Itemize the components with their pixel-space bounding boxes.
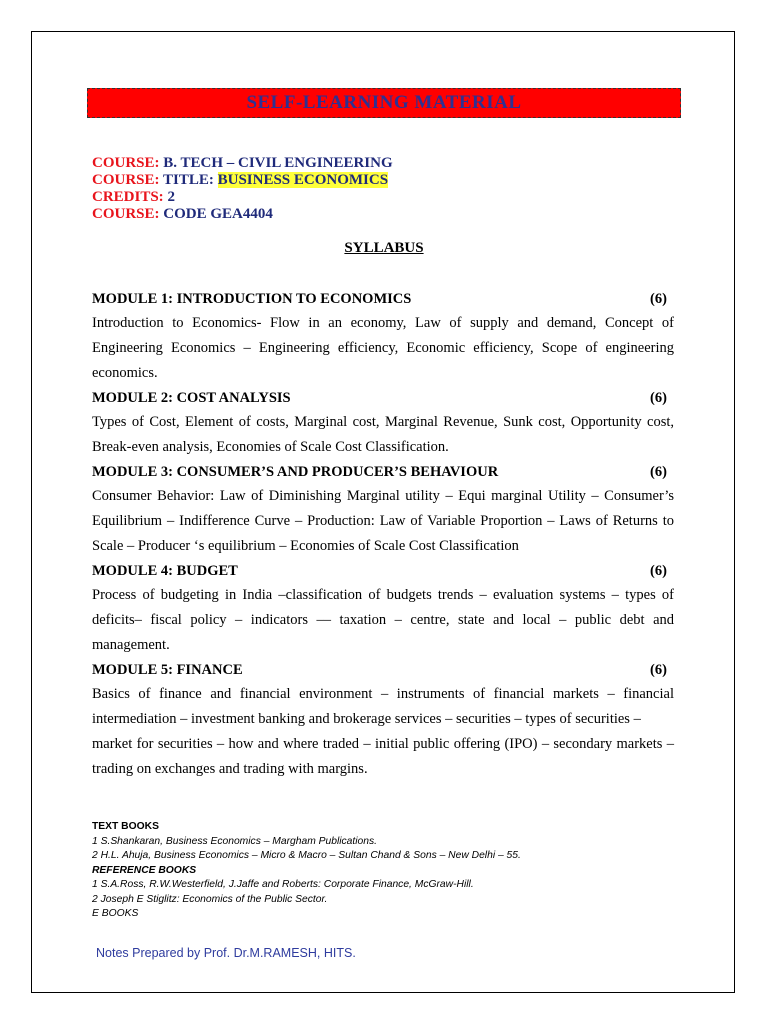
course-line-3 — [92, 189, 393, 206]
module-hours: (6) — [650, 464, 667, 480]
books-section — [92, 820, 521, 922]
footer-note: Notes Prepared by Prof. Dr.M.RAMESH, HITS. — [96, 946, 356, 960]
module-title: MODULE 3: CONSUMER’S AND PRODUCER’S BEHAVIOUR — [92, 464, 499, 480]
module-1-description: Introduction to Economics- Flow in an economy, Law of supply and demand, Concept of Engineering Economics – Engineering efficiency, Economic efficiency, Scope of engineering economics. — [92, 315, 674, 381]
module-4-heading — [92, 559, 674, 583]
text-book-item: 2 H.L. Ahuja, Business Economics – Micro & Macro – Sultan Chand & Sons – New Delhi – 55. — [92, 850, 521, 861]
course-key: CREDITS: — [92, 189, 164, 205]
text-book-item: 1 S.Shankaran, Business Economics – Margham Publications. — [92, 835, 378, 847]
module-title: MODULE 4: BUDGET — [92, 563, 238, 579]
module-1-heading — [92, 287, 674, 311]
module-3-heading — [92, 460, 674, 484]
title-banner — [87, 88, 681, 118]
reference-book-item: 1 S.A.Ross, R.W.Westerfield, J.Jaffe and Roberts: Corporate Finance, McGraw-Hill. — [92, 879, 474, 890]
module-hours: (6) — [650, 662, 667, 678]
course-title-highlight: BUSINESS ECONOMICS — [217, 172, 389, 188]
reference-books-heading: REFERENCE BOOKS — [92, 864, 197, 876]
module-hours: (6) — [650, 563, 667, 579]
course-line-2 — [92, 172, 393, 189]
module-2-description: Types of Cost, Element of costs, Marginal cost, Marginal Revenue, Sunk cost, Opportunity cost, Break-even analysis, Economies of Scale Cost Classification. — [92, 414, 674, 455]
course-value: B. TECH – CIVIL ENGINEERING — [163, 155, 393, 171]
module-2-heading — [92, 386, 674, 410]
module-5-heading — [92, 658, 674, 682]
course-info — [92, 155, 393, 223]
course-key: COURSE: — [92, 206, 160, 222]
module-5-description-cont: market for securities – how and where traded – initial public offering (IPO) – secondary markets –trading on exchanges and trading with margins. — [92, 736, 674, 777]
syllabus-heading: SYLLABUS — [344, 240, 424, 256]
module-5-description: Basics of finance and financial environment – instruments of financial markets – financial intermediation – investment banking and brokerage services – securities – types of securities – — [92, 686, 674, 727]
module-title: MODULE 1: INTRODUCTION TO ECONOMICS — [92, 291, 412, 307]
module-3-description: Consumer Behavior: Law of Diminishing Marginal utility – Equi marginal Utility – Consumer’s Equilibrium – Indifference Curve – Production: Law of Variable Proportion – Laws of Returns to Scale – Producer ‘s equilibrium – Economies of Scale Cost Classification — [92, 488, 674, 554]
module-title: MODULE 2: COST ANALYSIS — [92, 390, 291, 406]
course-key: COURSE: — [92, 155, 160, 171]
course-line-1 — [92, 155, 393, 172]
module-title: MODULE 5: FINANCE — [92, 662, 243, 678]
course-value: CODE GEA4404 — [163, 206, 273, 222]
course-value: 2 — [167, 189, 175, 205]
module-4-description: Process of budgeting in India –classification of budgets trends – evaluation systems – types of deficits– fiscal policy – indicators –– taxation – centre, state and local – public debt and management. — [92, 587, 674, 653]
banner-text: SELF-LEARNING MATERIAL — [246, 92, 522, 113]
module-hours: (6) — [650, 390, 667, 406]
course-line-4 — [92, 206, 393, 223]
course-value: TITLE: — [163, 172, 214, 188]
syllabus-content — [92, 287, 674, 782]
course-key: COURSE: — [92, 172, 160, 188]
reference-book-item: 2 Joseph E Stiglitz: Economics of the Public Sector. — [92, 893, 328, 905]
module-hours: (6) — [650, 291, 667, 307]
text-books-heading: TEXT BOOKS — [92, 821, 159, 832]
ebooks-heading: E BOOKS — [92, 908, 139, 919]
